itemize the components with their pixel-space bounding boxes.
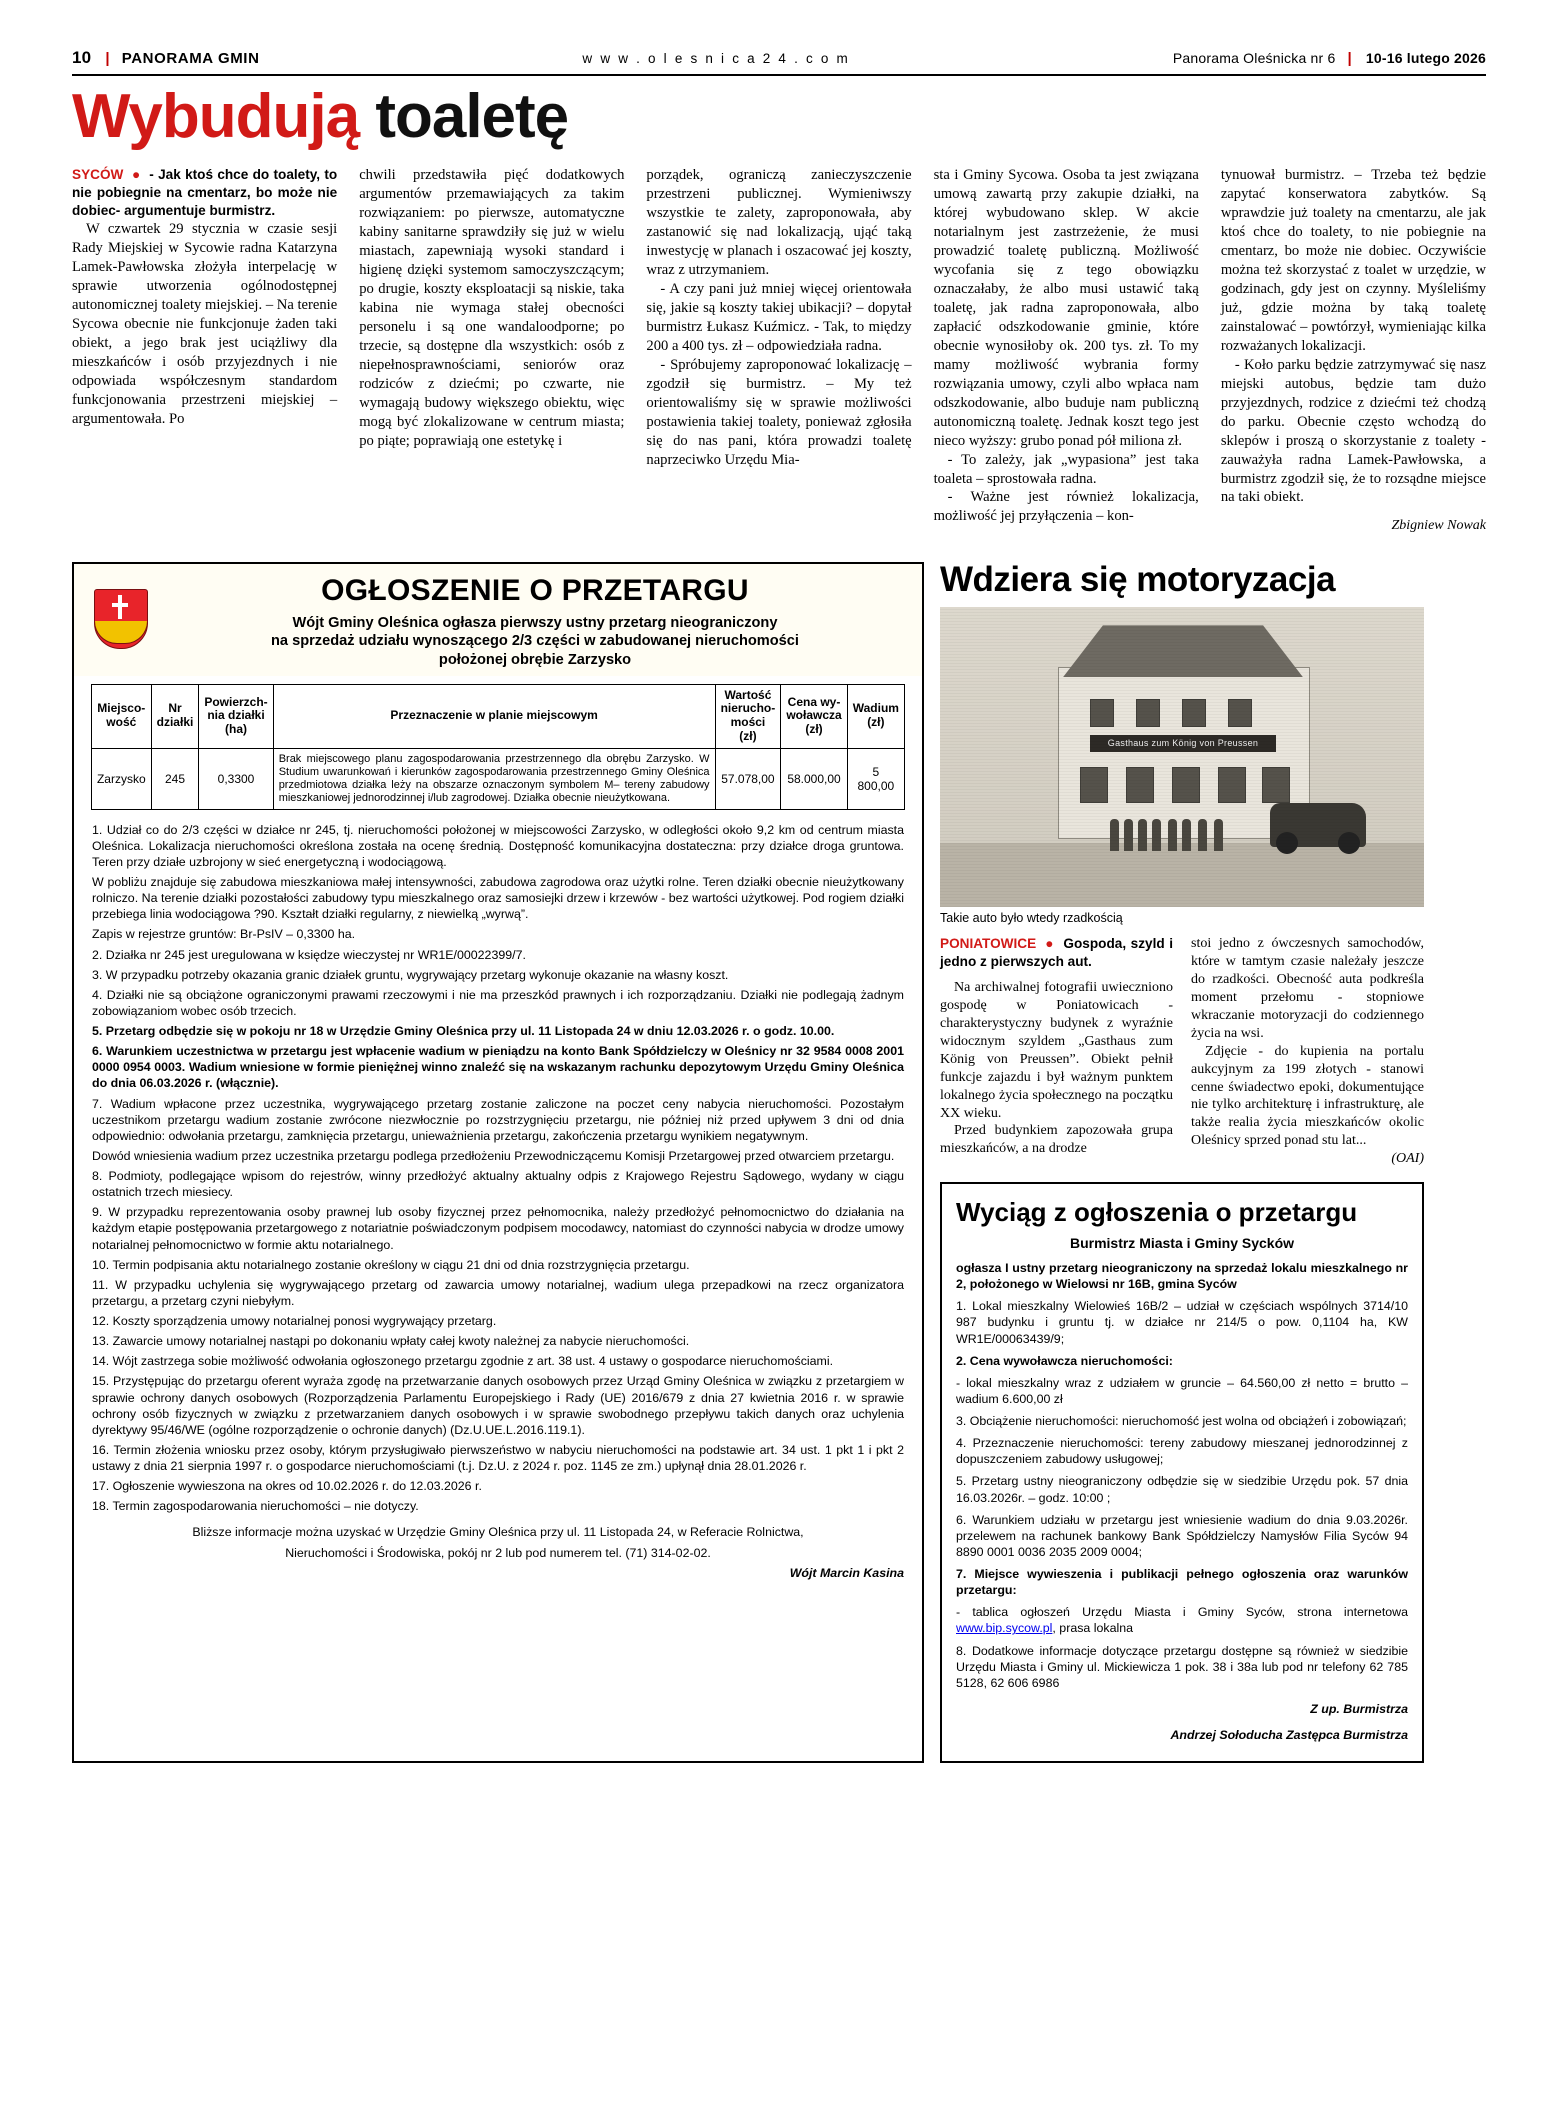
excerpt-authority: Burmistrz Miasta i Gminy Sycków	[1069, 1234, 1295, 1251]
article-column-3	[646, 166, 911, 536]
tender-point: 2. Działka nr 245 jest uregulowana w księdze wieczystej nr WR1E/00022399/7.	[92, 947, 526, 962]
cell-przeznaczenie: Brak miejscowego planu zagospodarowania przestrzennego dla obrębu Zarzysko. W Studium uwarunkowań i kierunków zagospodarowania przestrzennego Gminy Oleśnica przedmiotowa działka leży na obszarze oznaczonym symbolem M– tereny zabudowy mieszkaniowej jednorodzinnej i/lub zagrodowej. Działka obecnie nieużytkowana.	[273, 748, 715, 809]
tender-point: Dowód wniesienia wadium przez uczestnika przetargu podlega przedłożeniu Przewodniczącemu Komisji Przetargowej przed otwarciem przetargu.	[92, 1148, 895, 1163]
tender-point: 8. Podmioty, podlegające wpisom do rejestrów, winny przedłożyć aktualny aktualny odpis z Krajowego Rejestru Sądowego, wydany w ciągu ostatnich trzech miesiecy.	[92, 1169, 904, 1200]
headline-black: toaletę	[375, 82, 569, 151]
archive-photo	[940, 607, 1424, 907]
article-signature: Zbigniew Nowak	[1391, 518, 1487, 534]
tender-point: 3. W przypadku potrzeby okazania granic działek gruntu, wygrywający przetarg wykonuje okazanie na własny koszt.	[92, 967, 729, 982]
article-lede-text: - Jak ktoś chce do toalety, to nie pobiegnie na cmentarz, bo może nie dobiec- argumentuje burmistrz.	[72, 167, 338, 218]
moto-paragraph: Na archiwalnej fotografii uwieczniono gospodę w Poniatowicach - charakterystyczny budynek z wyraźnie widocznym szyldem „Gasthaus zum König von Preussen”. Obiekt pełnił funkcje zajazdu i był ważnym punktem lokalnego życia społecznego na początku XX wieku.	[940, 980, 1173, 1121]
masthead-rule	[72, 74, 1486, 76]
tender-subtitle-line1: Wójt Gminy Oleśnica ogłasza pierwszy ustny przetarg nieograniczony	[292, 614, 778, 631]
article-paragraph: - Spróbujemy zaproponować lokalizację – zgodził się burmistrz. – My też orientowaliśmy się w sprawie możliwości postawienia takiej toalety, ponieważ zgłosiła się do nas pani, która prowadzi toaletę naprzeciwko Urzędu Mia-	[646, 356, 912, 468]
section-name: PANORAMA GMIN	[121, 50, 260, 67]
tender-point: 4. Działki nie są obciążone ograniczonymi prawami rzeczowymi i nie ma przeszkód prawnych i ich rozporządzaniu. Działki nie podlegają żadnym zobowiązaniom wobec osób trzecich.	[92, 987, 904, 1018]
tender-notice-header	[74, 564, 922, 676]
photo-caption: Takie auto było wtedy rzadkością	[940, 911, 1123, 926]
tender-point: 7. Wadium wpłacone przez uczestnika, wygrywającego przetarg zostanie zaliczone na poczet ceny nabycia nieruchomości. Pozostałym uczestnikom przetargu wadium zostanie zwrócone niezwłocznie po rozstrzygnięciu przetargu, nie później niż przed upływem 3 dni od dnia odpowiednio: odwołania przetargu, zamknięcia przetargu, unieważnienia przetargu, zakończenia przetargu wynikiem negatywnym.	[92, 1096, 904, 1143]
tender-signature: Wójt Marcin Kasina	[789, 1565, 904, 1580]
moto-credit: (OAI)	[1391, 1151, 1424, 1167]
excerpt-point-5: 5. Przetarg ustny nieograniczony odbędzie się w siedzibie Urzędu pok. 57 dnia 16.03.2026r. – godz. 10:00 ;	[956, 1474, 1408, 1505]
article-paragraph: tynuował burmistrz. – Trzeba też będzie zapytać konserwatora zabytków. Są wprawdzie już toalety na cmentarzu, ale jak ktoś chce do toalety, to nie pobiegnie na cmentarz, bo może nie dobiec. Oczywiście można też skorzystać z toalet w urzędzie, w godzinach, gdy jest on czynny. Myśleliśmy już, gdzie można by taką toaletę zainstalować – powtórzył, wymieniając kilka rozważanych lokalizacji.	[1220, 167, 1487, 354]
publication-name: Panorama Oleśnicka nr 6	[1172, 50, 1336, 66]
bullet-icon: ●	[127, 167, 145, 182]
excerpt-point-4: 4. Przeznaczenie nieruchomości: tereny zabudowy mieszanej jednorodzinnej z dopuszczeniem zabudowy usługowej;	[956, 1436, 1408, 1467]
masthead-divider-2: |	[1347, 50, 1352, 67]
tender-point-bold: 6. Warunkiem uczestnictwa w przetargu jest wpłacenie wadium w pieniądzu na konto Bank Spółdzielczy w Oleśnicy nr 32 9584 0008 2001 0000 0954 0003. Wadium wniesione w formie pieniężnej winno znaleźć się na wskazanym rachunku depozytowym Urzędu Gminy Oleśnica do dnia 06.03.2026 r. (włącznie).	[92, 1044, 904, 1091]
tender-point: 11. W przypadku uchylenia się wygrywającego przetarg od zawarcia umowy notarialnej, wadium ulega przepadkowi na rzecz organizatora przetargu, a przetarg czyni niebyłym.	[92, 1277, 904, 1308]
article-column-1	[72, 166, 337, 536]
article-paragraph: W czwartek 29 stycznia w czasie sesji Rady Miejskiej w Sycowie radna Katarzyna Lamek-Pawłowska złożyła interpelację w sprawie utworzenia ogólnodostępnej autonomicznej toalety miejskiej. – Na terenie Sycowa obecnie nie funkcjonuje żaden taki obiekt, a jego brak jest uciążliwy dla mieszkańców i osób przyjezdnych i nie odpowiada współczesnym standardom funkcjonowania przestrzeni miejskiej – argumentowała. Po	[72, 220, 338, 427]
tender-point: W pobliżu znajduje się zabudowa mieszkaniowa małej intensywności, zabudowa zagrodowa oraz użytki rolne. Teren działki obecnie nieużytkowany rolniczo. Na terenie działki pozostałości zabudowy typu mieszkalnego oraz samosiejki drzew i krzewów - bez wartości użytkowej. Pod rogiem działki przebiega linia wodociągowa ?90. Kształt działki regularny, z niewielką „wyrwą”.	[92, 875, 904, 922]
masthead-divider: |	[105, 50, 110, 67]
coat-of-arms-icon	[88, 585, 152, 659]
tender-footer-line1: Bliższe informacje można uzyskać w Urzędzie Gminy Oleśnica przy ul. 11 Listopada 24, w Referacie Rolnictwa,	[192, 1525, 804, 1540]
excerpt-point-7-a: - tablica ogłoszeń Urzędu Miasta i Gminy Syców, strona internetowa	[956, 1605, 1408, 1620]
right-column	[940, 559, 1424, 1764]
tender-notice-box	[72, 562, 924, 1764]
col-header-miejscowosc: Miejsco- wość	[91, 684, 151, 748]
article-paragraph: chwili przedstawiła pięć dodatkowych argumentów przemawiających za takim rozwiązaniem: po pierwsze, automatyczne kabiny sanitarne sprawdziły się już w wielu miastach, zapewniają wysoki standard i higienę dzięki systemom samoczyszczącym; po drugie, koszty eksploatacji są niskie, taka kabina nie wymaga stałej obecności personelu i są one wandaloodporne; po trzecie, są dostępne dla wszystkich: osób z niepełnosprawnościami, seniorów oraz rodziców z dziećmi; po czwarte, nie wymagają budowy większego obiektu, więc mogą być zlokalizowane w centrum miasta; po piąte; poprawiają one estetykę i	[359, 167, 625, 449]
tender-footer-line2: Nieruchomości i Środowiska, pokój nr 2 lub pod numerem tel. (71) 314-02-02.	[285, 1545, 711, 1560]
moto-paragraph: Przed budynkiem zapozowała grupa mieszkańców, a na drodze	[940, 1123, 1173, 1157]
moto-kicker: PONIATOWICE	[940, 936, 1037, 952]
table-row	[91, 748, 904, 809]
article-kicker: SYCÓW	[72, 167, 124, 182]
tender-point: 1. Udział co do 2/3 części w działce nr 245, tj. nieruchomości położonej w miejscowości Zarzysko, w odległości około 9,2 km od centrum miasta Oleśnica. Lokalizacja nieruchomości określona została na ocenę średnią. Dostępność komunikacyjna dostateczna: przy działce droga gruntowa. Teren przy działe uzbrojony w sieć energetyczną i wodociągową.	[92, 822, 904, 869]
issue-date: 10-16 lutego 2026	[1365, 50, 1486, 66]
tender-notice-title: OGŁOSZENIE O PRZETARGU	[321, 573, 749, 607]
excerpt-title: Wyciąg z ogłoszenia o przetargu	[956, 1197, 1358, 1228]
table-header-row	[91, 684, 904, 748]
article-paragraph: sta i Gminy Sycowa. Osoba ta jest związana umową zawartą przy zakupie działki, na której wybudowano sklep. W akcie notarialnym jest zastrzeżenie, że musi prowadzić toaletę publiczną. Możliwość wycofania się z tego obowiązku oznaczałaby, że albo musi ustawić taką toaletę, jak radna zaproponowała, albo zapłacić odszkodowanie gminie, które obecnie wynosiłoby ok. 200 tys. zł. To my mamy możliwość wybrania formy rozwiązania umowy, czyli albo wpłaca nam odszkodowanie, albo buduje nam publiczną autonomiczną toaletę. Jednak koszt tego jest nieco wyższy: grubo ponad pół miliona zł.	[933, 167, 1199, 449]
col-header-wadium: Wadium (zł)	[847, 684, 904, 748]
excerpt-intro: ogłasza I ustny przetarg nieograniczony na sprzedaż lokalu mieszkalnego nr 2, położonego w Wielowsi nr 16B, gmina Syców	[956, 1261, 1408, 1292]
cell-powierzchnia: 0,3300	[199, 748, 273, 809]
photo-building-sign: Gasthaus zum König von Preussen	[1090, 735, 1276, 752]
lower-section	[72, 559, 1486, 1764]
article-paragraph: - A czy pani już mniej więcej orientowała się, jakie są koszty takiej ubikacji? – dopytał burmistrz Łukasz Kuźmicz. - Tak, to między 200 a 400 tys. zł – odpowiedziała radna.	[646, 280, 912, 354]
moto-column-2	[1191, 935, 1424, 1168]
page-title	[72, 82, 1486, 151]
article-paragraph: - Ważne jest również lokalizacja, możliwość jej przyłączenia – kon-	[933, 489, 1199, 525]
bullet-icon: ●	[1040, 936, 1059, 952]
col-header-nr-dzialki: Nr działki	[151, 684, 199, 748]
tender-point: 12. Koszty sporządzenia umowy notarialnej ponosi wygrywający przetarg.	[92, 1314, 497, 1329]
excerpt-notice-box	[940, 1182, 1424, 1763]
headline-red: Wybudują	[72, 82, 360, 151]
tender-subtitle-line3: położonej obrębie Zarzysko	[438, 651, 632, 668]
excerpt-point-1: 1. Lokal mieszkalny Wielowieś 16B/2 – udział w częściach wspólnych 3714/10 987 budynku i gruntu tj. w działce nr 214/5 o pow. 0,1104 ha, KW WR1E/00063439/9;	[956, 1299, 1408, 1346]
motorization-article	[940, 935, 1424, 1168]
col-header-powierzchnia: Powierzch- nia działki (ha)	[199, 684, 273, 748]
excerpt-point-6: 6. Warunkiem udziału w przetargu jest wniesienie wadium do dnia 9.03.2026r. przelewem na rachunek bankowy Bank Spółdzielczy Namysłów Filia Syców 94 8890 0001 0036 2035 2009 0004;	[956, 1512, 1408, 1559]
tender-notice-subtitle	[162, 614, 908, 670]
excerpt-point-3: 3. Obciążenie nieruchomości: nieruchomość jest wolna od obciążeń i zobowiązań;	[956, 1414, 1407, 1429]
excerpt-point-8: 8. Dodatkowe informacje dotyczące przetargu dostępne są również w siedzibie Urzędu Miasta i Gminy ul. Mickiewicza 1 pok. 38 i 38a lub pod nr telefony 62 785 5128, 62 606 6986	[956, 1643, 1408, 1690]
tender-point: 16. Termin złożenia wniosku przez osoby, którym przysługiwało pierwszeństwo w nabyciu nieruchomości na podstawie art. 34 ust. 1 pkt 1 i pkt 2 ustawy z dnia 21 sierpnia 1997 r. o gospodarce nieruchomościami (t.j. Dz.U. z 2024 r. poz. 1145 ze zm.) upłynął dnia 28.01.2026 r.	[92, 1442, 904, 1474]
lead-article	[72, 166, 1486, 536]
excerpt-point-7: 7. Miejsce wywieszenia i publikacji pełnego ogłoszenia oraz warunków przetargu:	[956, 1567, 1408, 1598]
moto-paragraph: Zdjęcie - do kupienia na portalu aukcyjnym za 199 złotych - stanowi cenne świadectwo epoki, dokumentujące nie tylko architekturę i infrastrukturę, ale także realia życia mieszkańców okolic Oleśnicy sprzed ponad stu lat...	[1191, 1043, 1424, 1149]
tender-point: 17. Ogłoszenie wywieszona na okres od 10.02.2026 r. do 12.03.2026 r.	[92, 1479, 482, 1494]
masthead	[72, 48, 1486, 74]
article-paragraph: porządek, ograniczą zanieczyszczenie przestrzeni publicznej. Wymieniwszy wszystkie te zalety, zaproponowała, aby zastanowić się nad lokalizacją, ująć taką inwestycję w planach i oszacować jej koszty, wraz z utrzymaniem.	[646, 167, 912, 278]
motorization-title: Wdziera się motoryzacja	[940, 559, 1336, 599]
tender-notice-body	[74, 820, 922, 1599]
tender-point: 15. Przystępując do przetargu oferent wyraża zgodę na przetwarzanie danych osobowych przez Urząd Gminy Oleśnica w związku z przetargiem w sprawie ochrony danych osobowych (Rozporządzenia Parlamentu Europejskiego i Rady (UE) 2016/679 z dnia 27 kwietnia 2016 r. w sprawie ochrony osób fizycznych w związku z przetwarzaniem danych osobowych i w sprawie swobodnego przepływu takich danych oraz uchylenia dyrektywy 95/46/WE (ogólne rozporządzenie o ochronie danych) (Dz.U.UE.L.2016.119.1).	[92, 1374, 904, 1437]
article-lede	[72, 166, 337, 220]
col-header-przeznaczenie: Przeznaczenie w planie miejscowym	[273, 684, 715, 748]
cell-wadium: 5 800,00	[847, 748, 904, 809]
tender-point-bold: 5. Przetarg odbędzie się w pokoju nr 18 w Urzędzie Gminy Oleśnica przy ul. 11 Listopada 24 w dniu 12.03.2026 r. o godz. 10.00.	[92, 1024, 835, 1039]
article-column-5	[1221, 166, 1486, 536]
website-url: w w w . o l e s n i c a 2 4 . c o m	[582, 51, 850, 66]
excerpt-signature-2: Andrzej Sołoducha Zastępca Burmistrza	[1170, 1728, 1408, 1743]
article-paragraph: - To zależy, jak „wypasiona” jest taka toaleta – sprostowała radna.	[933, 451, 1199, 487]
tender-table	[91, 684, 905, 810]
col-header-wartosc: Wartość nierucho- mości (zł)	[715, 684, 781, 748]
tender-point: 14. Wójt zastrzega sobie możliwość odwołania ogłoszonego przetargu zgodnie z art. 38 ust. 4 ustawy o gospodarce nieruchomościami.	[92, 1354, 834, 1369]
article-column-2	[359, 166, 624, 536]
excerpt-point-2: 2. Cena wywoławcza nieruchomości:	[956, 1353, 1173, 1368]
excerpt-point-7-b: , prasa lokalna	[1052, 1621, 1134, 1636]
moto-paragraph: stoi jedno z ówczesnych samochodów, które w tamtym czasie należały jeszcze do rzadkości. Obecność auta podkreśla moment przełomu - stopniowe wkraczanie motoryzacji do codziennego życia na wsi.	[1191, 936, 1424, 1041]
cell-miejscowosc: Zarzysko	[91, 748, 151, 809]
excerpt-point-2-detail: - lokal mieszkalny wraz z udziałem w gruncie – 64.560,00 zł netto = brutto – wadium 6.600,00 zł	[956, 1375, 1408, 1406]
cell-nr-dzialki: 245	[151, 748, 199, 809]
tender-point: Zapis w rejestrze gruntów: Br-PsIV – 0,3300 ha.	[92, 927, 356, 942]
excerpt-signature-1: Z up. Burmistrza	[1310, 1701, 1408, 1716]
cell-wartosc: 57.078,00	[715, 748, 781, 809]
tender-point: 9. W przypadku reprezentowania osoby prawnej lub osoby fizycznej przez pełnomocnika, należy przedłożyć pełnomocnictwo do działania na każdym etapie postępowania przetargowego z notariatnie poświadczonym podpisem mocodawcy, natomiast do czynności nabycia w drodze umowy notarialnej pełnomocnictwo w formie aktu notarialnego.	[92, 1205, 904, 1252]
tender-point: 18. Termin zagospodarowania nieruchomości – nie dotyczy.	[92, 1499, 419, 1514]
cell-cena: 58.000,00	[781, 748, 847, 809]
tender-subtitle-line2: na sprzedaż udziału wynoszącego 2/3 części w zabudowanej nieruchomości	[271, 633, 799, 650]
tender-point: 13. Zawarcie umowy notarialnej nastąpi po dokonaniu wpłaty całej kwoty należnej za nabycie nieruchomości.	[92, 1334, 690, 1349]
moto-lede-text: Gospoda, szyld i jedno z pierwszych aut.	[940, 936, 1174, 970]
moto-lede	[940, 935, 1173, 971]
bip-link[interactable]: www.bip.sycow.pl	[956, 1621, 1053, 1636]
moto-column-1	[940, 935, 1173, 1168]
article-column-4	[934, 166, 1199, 536]
page-number: 10	[72, 48, 92, 67]
tender-point: 10. Termin podpisania aktu notarialnego zostanie określony w ciągu 21 dni od dnia rozstrzygnięcia przetargu.	[92, 1257, 690, 1272]
col-header-cena: Cena wy- woławcza (zł)	[781, 684, 847, 748]
article-paragraph: - Koło parku będzie zatrzymywać się nasz miejski autobus, będzie tam dużo przyjezdnych, rodzice z dziećmi też chodzą do parku. Obecnie często wchodzą do sklepów i proszą o skorzystanie z toalety - zauważyła radna Lamek-Pawłowska, a burmistrz zgodził się, że to rozsądne miejsce na taki obiekt.	[1220, 356, 1487, 506]
